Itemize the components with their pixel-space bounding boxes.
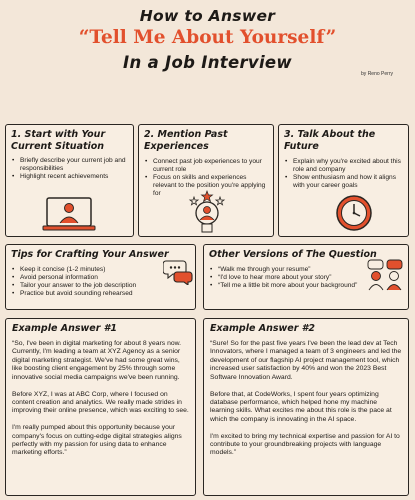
step-2-card [138,124,274,237]
example-1-paragraph: I'm really pumped about this opportunity because your company's focus on cutting-edge digital strategies aligns perfectly with my passion for using data to enhance marketing efforts.” [12,424,182,457]
chat-bubbles-icon [163,257,193,285]
step-2-bullet: • Focus on skills and experiences relevant to the position you're applying for [144,174,269,198]
step-3-card [278,124,409,237]
step-1-title: 1. Start with Your Current Situation [11,129,106,152]
title-line-3: In a Job Interview [123,53,292,72]
step-1-card [5,124,134,237]
step-3-bullet: • Show enthusiasm and how it aligns with your career goals [284,174,404,190]
tips-bullet: • Avoid personal information [11,274,191,282]
tips-bullet: • Keep it concise (1-2 minutes) [11,266,191,274]
versions-card [203,244,409,310]
example-2-card [203,318,409,496]
step-2-title: 2. Mention Past Experiences [144,129,228,152]
laptop-person-icon [42,195,96,235]
tips-bullet: • Practice but avoid sounding rehearsed [11,290,191,298]
example-2-paragraph: “Sure! So for the past five years I've been the lead dev at Tech Innovators, where I managed a team of 3 engineers and led the development of our flagship AI project management tool, which increased user satisfaction by 40% and won the 2023 Best Software Innovation Award. [210,340,402,381]
versions-title: Other Versions of The Question [209,249,377,260]
example-2-paragraph: Before that, at CodeWorks, I spent four years optimizing database performance, which helped hone my machine learning skills. What excites me about this role is the pace at which the company is innovating in the AI space. [210,390,392,423]
tips-card [5,244,196,310]
tips-title: Tips for Crafting Your Answer [11,249,169,260]
step-1-bullet: • Highlight recent achievements [11,173,129,181]
step-3-bullet: • Explain why you're excited about this role and company [284,158,404,174]
example-2-title: Example Answer #2 [210,323,315,334]
title-line-1: How to Answer [139,7,276,25]
example-2-paragraph: I'm excited to bring my technical expertise and passion for AI to contribute to your groundbreaking projects with language models.” [210,432,400,457]
title-line-2: “Tell Me About Yourself” [78,27,337,48]
tips-bullet: • Tailor your answer to the job description [11,282,191,290]
person-stars-icon [185,189,229,233]
example-1-card [5,318,196,496]
example-1-title: Example Answer #1 [12,323,117,334]
people-talking-icon [367,259,403,291]
byline: by Reno Perry [361,71,393,77]
step-3-title: 3. Talk About the Future [284,129,376,152]
step-1-bullet: • Briefly describe your current job and responsibilities [11,157,129,173]
example-1-paragraph: Before XYZ, I was at ABC Corp, where I focused on content creation and analytics. We really made strides in improving their online presence, which was exciting to see. [12,390,189,415]
versions-bullet: • “Walk me through your resume” [209,266,359,274]
step-2-bullet: • Connect past job experiences to your current role [144,158,269,174]
versions-bullet: • “Tell me a little bit more about your background” [209,282,359,290]
clock-icon [334,193,374,233]
example-1-paragraph: “So, I've been in digital marketing for about 8 years now. Currently, I'm leading a team at XYZ Agency as a senior digital marketing strategist. We've had some great wins, like boosting client engagement by 25% through some innovative social media campaigns we've been running. [12,340,182,381]
versions-bullet: • “I'd love to hear more about your story” [209,274,359,282]
